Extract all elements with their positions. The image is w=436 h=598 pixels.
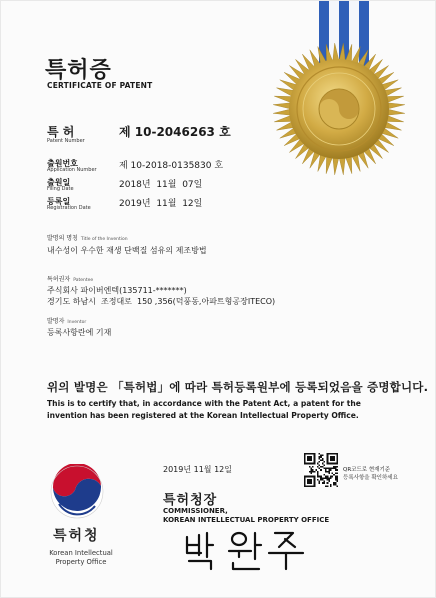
application-number-value: 제 10-2018-0135830 호 — [119, 161, 224, 171]
invention-title-label — [47, 233, 128, 242]
issue-date: 2019년 11월 12일 — [163, 465, 232, 474]
patent-number-label-en: Patent Number — [47, 138, 85, 144]
inventor-label-ko: 발명자 — [47, 318, 65, 325]
agency-name-en2: Property Office — [55, 558, 107, 566]
invention-title-label-en: Title of the Invention — [80, 237, 128, 242]
gold-seal-icon — [269, 39, 409, 179]
patentee-address: 경기도 하남시 조정대로 150 ,356(덕풍동,아파트형공장ITECO) — [47, 297, 276, 306]
application-number-label-en: Application Number — [47, 167, 97, 173]
inventor-label — [47, 316, 86, 325]
agency-name-en1: Korean Intellectual — [49, 549, 113, 557]
registration-date-value: 2019년 11월 12일 — [119, 199, 203, 209]
filing-date-label-en: Filing Date — [47, 186, 74, 192]
patent-number-label: 특 허 — [47, 125, 75, 139]
qr-code-icon[interactable] — [304, 453, 338, 487]
invention-title-value: 내수성이 우수한 재생 단백질 섬유의 제조방법 — [47, 246, 207, 255]
qr-note-line2: 등록사항을 확인하세요 — [343, 475, 398, 481]
filing-date-value: 2018년 11월 07일 — [119, 180, 203, 190]
invention-title-label-ko: 발명의 명칭 — [47, 235, 78, 242]
inventor-label-en: Inventor — [67, 320, 87, 325]
kipo-logo-icon — [49, 464, 105, 520]
filing-date-label: 출원일 — [47, 178, 71, 187]
commissioner-title-en1: COMMISSIONER, — [163, 507, 228, 515]
registration-date-label: 등록일 — [47, 197, 71, 206]
certification-statement-en: This is to certify that, in accordance with the Patent Act, a patent for the invention has been registered at the Korean Intellectual Property Office. — [47, 399, 361, 420]
patentee-label-en: Patentee — [73, 278, 94, 283]
commissioner-title: 특허청장 — [163, 493, 218, 508]
qr-note — [343, 466, 423, 482]
patentee-label-ko: 특허권자 — [47, 276, 71, 283]
patent-number-value: 제 10-2046263 호 — [119, 125, 231, 139]
commissioner-title-en2: KOREAN INTELLECTUAL PROPERTY OFFICE — [163, 516, 330, 524]
certificate-title: 특허증 — [45, 58, 112, 83]
agency-name-ko: 특허청 — [53, 528, 100, 544]
qr-note-line1: QR코드로 현재기준 — [343, 467, 391, 473]
inventor-value: 등록사항란에 기재 — [47, 328, 112, 337]
certificate-title-en: CERTIFICATE OF PATENT — [47, 81, 153, 90]
registration-date-label-en: Registration Date — [47, 205, 91, 211]
certification-statement-ko: 위의 발명은 「특허법」에 따라 특허등록원부에 등록되었음을 증명합니다. — [47, 380, 429, 394]
application-number-label: 출원번호 — [47, 159, 78, 168]
patentee-label — [47, 274, 93, 283]
signature-icon — [181, 523, 311, 573]
patentee-name: 주식회사 파이버엔텍(135711-*******) — [47, 286, 187, 295]
